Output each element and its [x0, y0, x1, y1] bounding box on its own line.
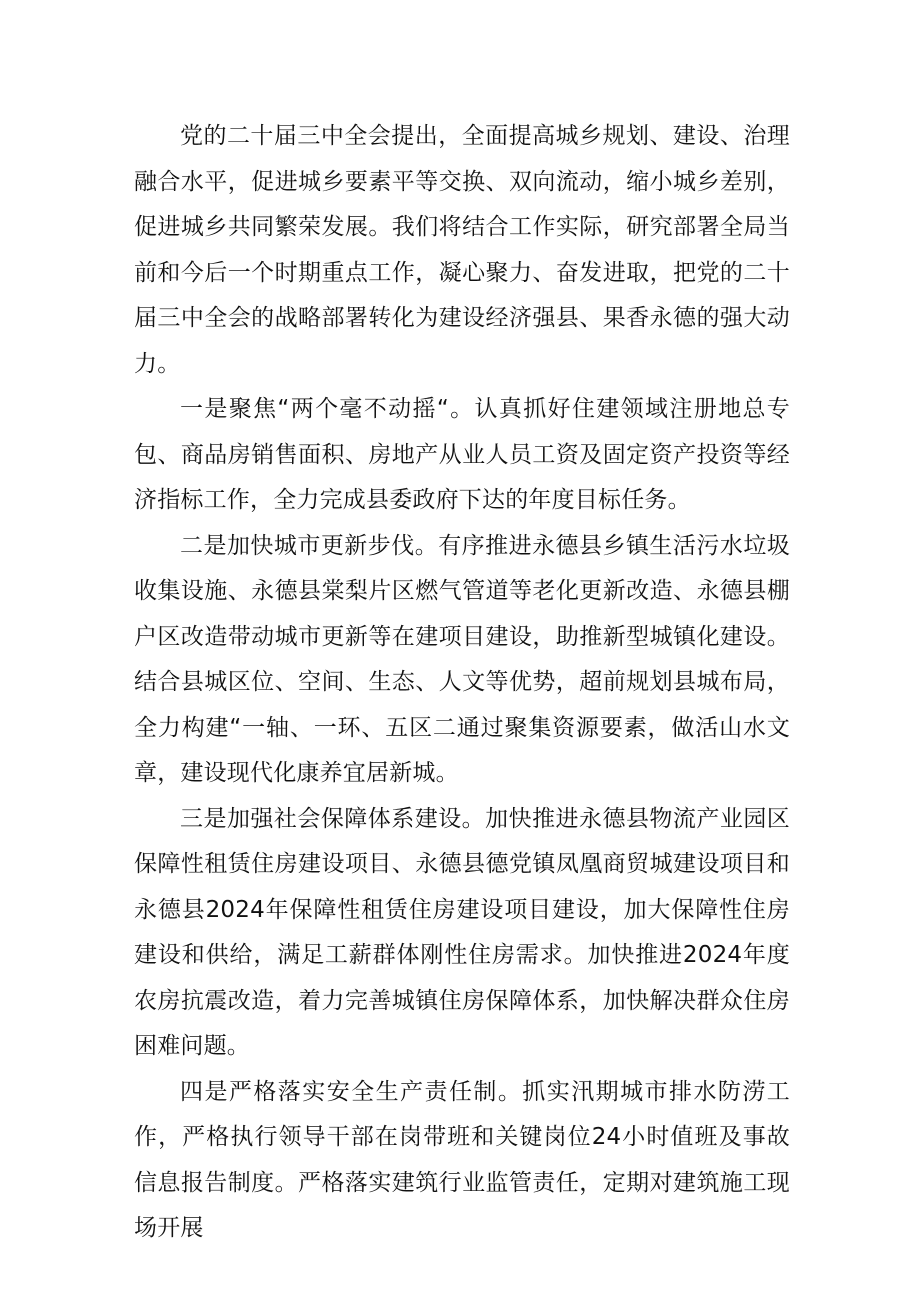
paragraph-point-4: 四是严格落实安全生产责任制。抓实汛期城市排水防涝工作，严格执行领导干部在岗带班和关键岗位24小时值班及事故信息报告制度。严格落实建筑行业监管责任，定期对建筑施工现场开展	[134, 1078, 790, 1241]
document-body	[134, 114, 790, 1252]
paragraph-point-1: 一是聚焦“两个毫不动摇“。认真抓好住建领域注册地总专包、商品房销售面积、房地产从业人员工资及固定资产投资等经济指标工作，全力完成县委政府下达的年度目标任务。	[134, 396, 790, 513]
paragraph-intro: 党的二十届三中全会提出，全面提高城乡规划、建设、治理融合水平，促进城乡要素平等交换、双向流动，缩小城乡差别，促进城乡共同繁荣发展。我们将结合工作实际，研究部署全局当前和今后一个时期重点工作，凝心聚力、奋发进取，把党的二十届三中全会的战略部署转化为建设经济强县、果香永德的强大动力。	[134, 123, 790, 377]
paragraph-point-3: 三是加强社会保障体系建设。加快推进永德县物流产业园区保障性租赁住房建设项目、永德县德党镇凤凰商贸城建设项目和永德县2024年保障性租赁住房建设项目建设，加大保障性住房建设和供给，满足工薪群体刚性住房需求。加快推进2024年度农房抗震改造，着力完善城镇住房保障体系，加快解决群众住房困难问题。	[134, 805, 790, 1059]
paragraph-point-2: 二是加快城市更新步伐。有序推进永德县乡镇生活污水垃圾收集设施、永德县棠梨片区燃气管道等老化更新改造、永德县棚户区改造带动城市更新等在建项目建设，助推新型城镇化建设。结合县城区位、空间、生态、人文等优势，超前规划县城布局，全力构建“一轴、一环、五区二通过聚集资源要素，做活山水文章，建设现代化康养宜居新城。	[134, 532, 790, 786]
